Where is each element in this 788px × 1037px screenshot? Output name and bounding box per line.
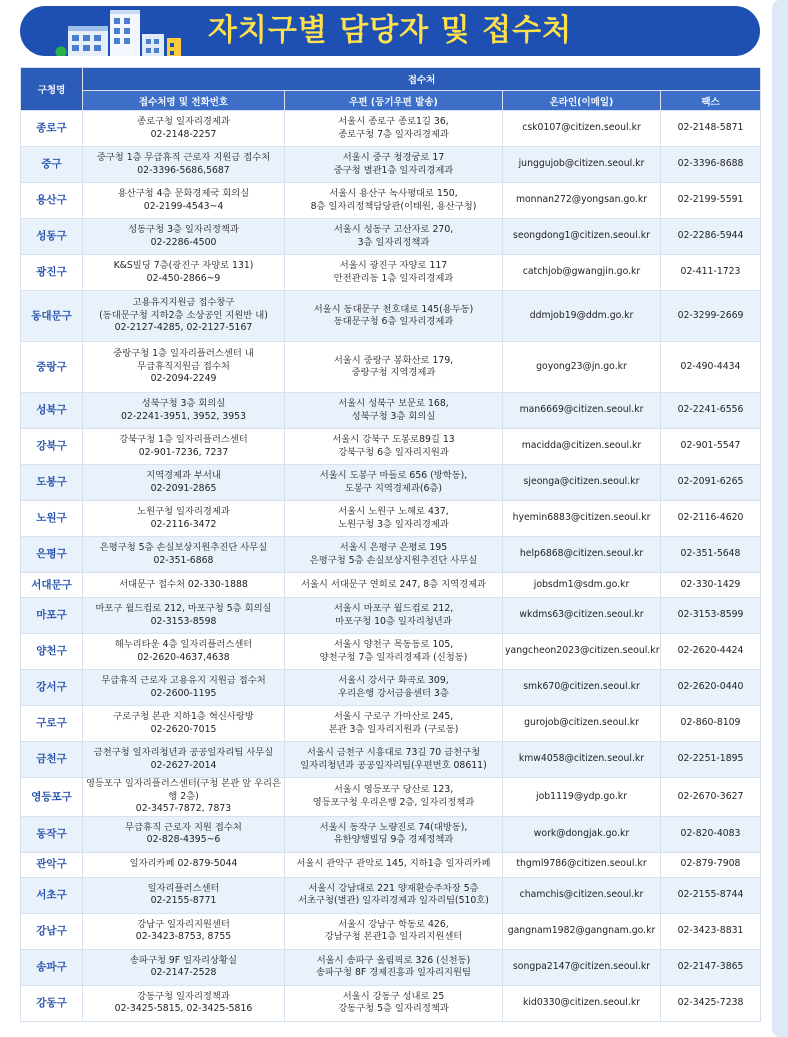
email-cell: man6669@citizen.seoul.kr bbox=[503, 393, 661, 429]
office-cell: 고용유지지원금 접수창구 (동대문구청 지하2층 소상공인 지원반 내) 02-2127-4285, 02-2127-5167 bbox=[83, 291, 285, 342]
office-cell: 강북구청 1층 일자리플러스센터 02-901-7236, 7237 bbox=[83, 429, 285, 465]
district-cell: 성동구 bbox=[21, 219, 83, 255]
fax-cell: 02-820-4083 bbox=[661, 816, 761, 852]
fax-cell: 02-2155-8744 bbox=[661, 877, 761, 913]
mail-header: 우편 (등기우편 발송) bbox=[285, 91, 503, 111]
email-cell: thgml9786@citizen.seoul.kr bbox=[503, 852, 661, 877]
office-cell: 일자리카페 02-879-5044 bbox=[83, 852, 285, 877]
district-cell: 서초구 bbox=[21, 877, 83, 913]
district-cell: 양천구 bbox=[21, 634, 83, 670]
mail-cell: 서울시 송파구 올림픽로 326 (신천동) 송파구청 8F 경제진흥과 일자리지원팀 bbox=[285, 949, 503, 985]
title-banner bbox=[20, 6, 760, 56]
office-cell: 강동구청 일자리정책과 02-3425-5815, 02-3425-5816 bbox=[83, 985, 285, 1021]
fax-cell: 02-2241-6556 bbox=[661, 393, 761, 429]
office-cell: 용산구청 4층 문화경제국 회의실 02-2199-4543~4 bbox=[83, 183, 285, 219]
office-cell: 송파구청 9F 일자리상황실 02-2147-2528 bbox=[83, 949, 285, 985]
mail-cell: 서울시 중구 청경궁로 17 중구청 별관1층 일자리경제과 bbox=[285, 147, 503, 183]
email-cell: chamchis@citizen.seoul.kr bbox=[503, 877, 661, 913]
email-cell: gangnam1982@gangnam.go.kr bbox=[503, 913, 661, 949]
email-cell: jobsdm1@sdm.go.kr bbox=[503, 573, 661, 598]
office-cell: 영등포구 일자리플러스센터(구청 본관 앞 우리은행 2층) 02-3457-7872, 7873 bbox=[83, 778, 285, 817]
district-cell: 광진구 bbox=[21, 255, 83, 291]
table-row bbox=[21, 342, 761, 393]
fax-cell: 02-2199-5591 bbox=[661, 183, 761, 219]
fax-cell: 02-3153-8599 bbox=[661, 598, 761, 634]
district-cell: 도봉구 bbox=[21, 465, 83, 501]
district-header: 구청명 bbox=[21, 68, 83, 111]
mail-cell: 서울시 금천구 시흥대로 73길 70 금천구청 일자리청년과 공공일자리팀(우편번호 08611) bbox=[285, 742, 503, 778]
contacts-table bbox=[20, 67, 761, 1022]
mail-cell: 서울시 노원구 노해로 437, 노원구청 3층 일자리경제과 bbox=[285, 501, 503, 537]
office-cell: 서대문구 접수처 02-330-1888 bbox=[83, 573, 285, 598]
email-cell: catchjob@gwangjin.go.kr bbox=[503, 255, 661, 291]
district-cell: 관악구 bbox=[21, 852, 83, 877]
district-cell: 강서구 bbox=[21, 670, 83, 706]
reception-group-header: 접수처 bbox=[83, 68, 761, 91]
mail-cell: 서울시 양천구 목동동로 105, 양천구청 7층 일자리경제과 (신청동) bbox=[285, 634, 503, 670]
district-cell: 성북구 bbox=[21, 393, 83, 429]
mail-cell: 서울시 마포구 월드컵로 212, 마포구청 10층 일자리청년과 bbox=[285, 598, 503, 634]
table-row bbox=[21, 183, 761, 219]
fax-cell: 02-2091-6265 bbox=[661, 465, 761, 501]
table-row bbox=[21, 634, 761, 670]
mail-cell: 서울시 강북구 도봉로89길 13 강북구청 6층 일자리지원과 bbox=[285, 429, 503, 465]
mail-cell: 서울시 강서구 화곡로 309, 우리은행 강서금융센터 3층 bbox=[285, 670, 503, 706]
district-cell: 금천구 bbox=[21, 742, 83, 778]
district-cell: 강남구 bbox=[21, 913, 83, 949]
district-cell: 중랑구 bbox=[21, 342, 83, 393]
fax-cell: 02-2620-0440 bbox=[661, 670, 761, 706]
district-cell: 강북구 bbox=[21, 429, 83, 465]
office-cell: 성동구청 3층 일자리정책과 02-2286-4500 bbox=[83, 219, 285, 255]
email-cell: kmw4058@citizen.seoul.kr bbox=[503, 742, 661, 778]
district-cell: 서대문구 bbox=[21, 573, 83, 598]
table-row bbox=[21, 985, 761, 1021]
district-cell: 종로구 bbox=[21, 111, 83, 147]
mail-cell: 서울시 강남구 학동로 426, 강남구청 본관1층 일자리지원센터 bbox=[285, 913, 503, 949]
email-cell: sjeonga@citizen.seoul.kr bbox=[503, 465, 661, 501]
office-cell: 해누리타운 4층 일자리플러스센터 02-2620-4637,4638 bbox=[83, 634, 285, 670]
fax-cell: 02-3423-8831 bbox=[661, 913, 761, 949]
fax-cell: 02-2286-5944 bbox=[661, 219, 761, 255]
email-cell: smk670@citizen.seoul.kr bbox=[503, 670, 661, 706]
district-cell: 노원구 bbox=[21, 501, 83, 537]
fax-header: 팩스 bbox=[661, 91, 761, 111]
side-decoration bbox=[762, 0, 788, 1037]
district-cell: 송파구 bbox=[21, 949, 83, 985]
table-row bbox=[21, 778, 761, 817]
online-header: 온라인(이메일) bbox=[503, 91, 661, 111]
fax-cell: 02-901-5547 bbox=[661, 429, 761, 465]
fax-cell: 02-2620-4424 bbox=[661, 634, 761, 670]
mail-cell: 서울시 용산구 녹사평대로 150, 8층 일자리정책담당관(이태원, 용산구청) bbox=[285, 183, 503, 219]
email-cell: songpa2147@citizen.seoul.kr bbox=[503, 949, 661, 985]
mail-cell: 서울시 영등포구 당산로 123, 영등포구청 우리은행 2층, 일자리정책과 bbox=[285, 778, 503, 817]
table-row bbox=[21, 852, 761, 877]
email-cell: gurojob@citizen.seoul.kr bbox=[503, 706, 661, 742]
office-cell: 금천구청 일자리청년과 공공일자리팀 사무실 02-2627-2014 bbox=[83, 742, 285, 778]
mail-cell: 서울시 도봉구 마들로 656 (방학동), 도봉구 지역경제과(6층) bbox=[285, 465, 503, 501]
mail-cell: 서울시 은평구 은평로 195 은평구청 5층 손실보상지원추진단 사무실 bbox=[285, 537, 503, 573]
mail-cell: 서울시 동작구 노량진로 74(대방동), 유한양행빌딩 9층 경제정책과 bbox=[285, 816, 503, 852]
mail-cell: 서울시 관악구 관악로 145, 지하1층 일자리카페 bbox=[285, 852, 503, 877]
mail-cell: 서울시 광진구 자양로 117 안전관리동 1층 일자리경제과 bbox=[285, 255, 503, 291]
district-cell: 구로구 bbox=[21, 706, 83, 742]
email-cell: work@dongjak.go.kr bbox=[503, 816, 661, 852]
district-cell: 영등포구 bbox=[21, 778, 83, 817]
office-cell: 일자리플러스센터 02-2155-8771 bbox=[83, 877, 285, 913]
mail-cell: 서울시 중랑구 봉화산로 179, 중랑구청 지역경제과 bbox=[285, 342, 503, 393]
district-cell: 동작구 bbox=[21, 816, 83, 852]
district-cell: 마포구 bbox=[21, 598, 83, 634]
office-cell: 무급휴직 근로자 지원 접수처 02-828-4395~6 bbox=[83, 816, 285, 852]
district-cell: 강동구 bbox=[21, 985, 83, 1021]
office-cell: 무급휴직 근로자 고용유지 지원금 접수처 02-2600-1195 bbox=[83, 670, 285, 706]
table-row bbox=[21, 465, 761, 501]
table-row bbox=[21, 913, 761, 949]
table-row bbox=[21, 598, 761, 634]
table-row bbox=[21, 816, 761, 852]
email-cell: help6868@citizen.seoul.kr bbox=[503, 537, 661, 573]
fax-cell: 02-3396-8688 bbox=[661, 147, 761, 183]
district-cell: 은평구 bbox=[21, 537, 83, 573]
district-cell: 용산구 bbox=[21, 183, 83, 219]
table-row bbox=[21, 537, 761, 573]
fax-cell: 02-330-1429 bbox=[661, 573, 761, 598]
table-row bbox=[21, 877, 761, 913]
fax-cell: 02-2147-3865 bbox=[661, 949, 761, 985]
fax-cell: 02-3299-2669 bbox=[661, 291, 761, 342]
office-cell: 마포구 월드컵로 212, 마포구청 5층 회의실 02-3153-8598 bbox=[83, 598, 285, 634]
email-cell: job1119@ydp.go.kr bbox=[503, 778, 661, 817]
email-cell: csk0107@citizen.seoul.kr bbox=[503, 111, 661, 147]
table-body bbox=[21, 111, 761, 1022]
fax-cell: 02-351-5648 bbox=[661, 537, 761, 573]
table-row bbox=[21, 573, 761, 598]
office-cell: 지역경제과 부서내 02-2091-2865 bbox=[83, 465, 285, 501]
fax-cell: 02-879-7908 bbox=[661, 852, 761, 877]
mail-cell: 서울시 종로구 종로1길 36, 종로구청 7층 일자리경제과 bbox=[285, 111, 503, 147]
office-cell: 종로구청 일자리경제과 02-2148-2257 bbox=[83, 111, 285, 147]
table-row bbox=[21, 742, 761, 778]
mail-cell: 서울시 서대문구 연희로 247, 8층 지역경제과 bbox=[285, 573, 503, 598]
email-cell: wkdms63@citizen.seoul.kr bbox=[503, 598, 661, 634]
table-row bbox=[21, 291, 761, 342]
district-cell: 중구 bbox=[21, 147, 83, 183]
email-cell: hyemin6883@citizen.seoul.kr bbox=[503, 501, 661, 537]
table-row bbox=[21, 670, 761, 706]
email-cell: macidda@citizen.seoul.kr bbox=[503, 429, 661, 465]
table-row bbox=[21, 949, 761, 985]
office-cell: 구로구청 본관 지하1층 혁신사랑방 02-2620-7015 bbox=[83, 706, 285, 742]
table-row bbox=[21, 393, 761, 429]
table-row bbox=[21, 147, 761, 183]
office-cell: 중랑구청 1층 일자리플러스센터 내 무급휴직지원금 접수처 02-2094-2249 bbox=[83, 342, 285, 393]
fax-cell: 02-2116-4620 bbox=[661, 501, 761, 537]
table-row bbox=[21, 255, 761, 291]
mail-cell: 서울시 동대문구 천호대로 145(용두동) 동대문구청 6층 일자리경제과 bbox=[285, 291, 503, 342]
fax-cell: 02-860-8109 bbox=[661, 706, 761, 742]
district-cell: 동대문구 bbox=[21, 291, 83, 342]
office-cell: K&S빌딩 7층(광진구 자양로 131) 02-450-2866~9 bbox=[83, 255, 285, 291]
office-cell: 중구청 1층 무급휴직 근로자 지원금 접수처 02-3396-5686,5687 bbox=[83, 147, 285, 183]
table-row bbox=[21, 111, 761, 147]
mail-cell: 서울시 구로구 가마산로 245, 본관 3층 일자리지원과 (구로동) bbox=[285, 706, 503, 742]
table-row bbox=[21, 429, 761, 465]
page-title: 자치구별 담당자 및 접수처 bbox=[207, 13, 573, 48]
mail-cell: 서울시 성동구 고산자로 270, 3층 일자리정책과 bbox=[285, 219, 503, 255]
fax-cell: 02-411-1723 bbox=[661, 255, 761, 291]
office-cell: 성북구청 3층 회의실 02-2241-3951, 3952, 3953 bbox=[83, 393, 285, 429]
table-row bbox=[21, 706, 761, 742]
mail-cell: 서울시 성북구 보문로 168, 성북구청 3층 회의실 bbox=[285, 393, 503, 429]
fax-cell: 02-2670-3627 bbox=[661, 778, 761, 817]
mail-cell: 서울시 강남대로 221 양재환승주차장 5층 서초구청(별관) 일자리경제과 일자리팀(510호) bbox=[285, 877, 503, 913]
table-row bbox=[21, 219, 761, 255]
office-cell: 은평구청 5층 손실보상지원추진단 사무실 02-351-6868 bbox=[83, 537, 285, 573]
fax-cell: 02-490-4434 bbox=[661, 342, 761, 393]
email-cell: monnan272@yongsan.go.kr bbox=[503, 183, 661, 219]
email-cell: kid0330@citizen.seoul.kr bbox=[503, 985, 661, 1021]
table-row bbox=[21, 501, 761, 537]
office-cell: 노원구청 일자리경제과 02-2116-3472 bbox=[83, 501, 285, 537]
email-cell: ddmjob19@ddm.go.kr bbox=[503, 291, 661, 342]
mail-cell: 서울시 강동구 성내로 25 강동구청 5층 일자리정책과 bbox=[285, 985, 503, 1021]
email-cell: seongdong1@citizen.seoul.kr bbox=[503, 219, 661, 255]
office-cell: 강남구 일자리지원센터 02-3423-8753, 8755 bbox=[83, 913, 285, 949]
fax-cell: 02-3425-7238 bbox=[661, 985, 761, 1021]
email-cell: goyong23@jn.go.kr bbox=[503, 342, 661, 393]
fax-cell: 02-2251-1895 bbox=[661, 742, 761, 778]
email-cell: junggujob@citizen.seoul.kr bbox=[503, 147, 661, 183]
office-header: 접수처명 및 전화번호 bbox=[83, 91, 285, 111]
email-cell: yangcheon2023@citizen.seoul.kr bbox=[503, 634, 661, 670]
fax-cell: 02-2148-5871 bbox=[661, 111, 761, 147]
